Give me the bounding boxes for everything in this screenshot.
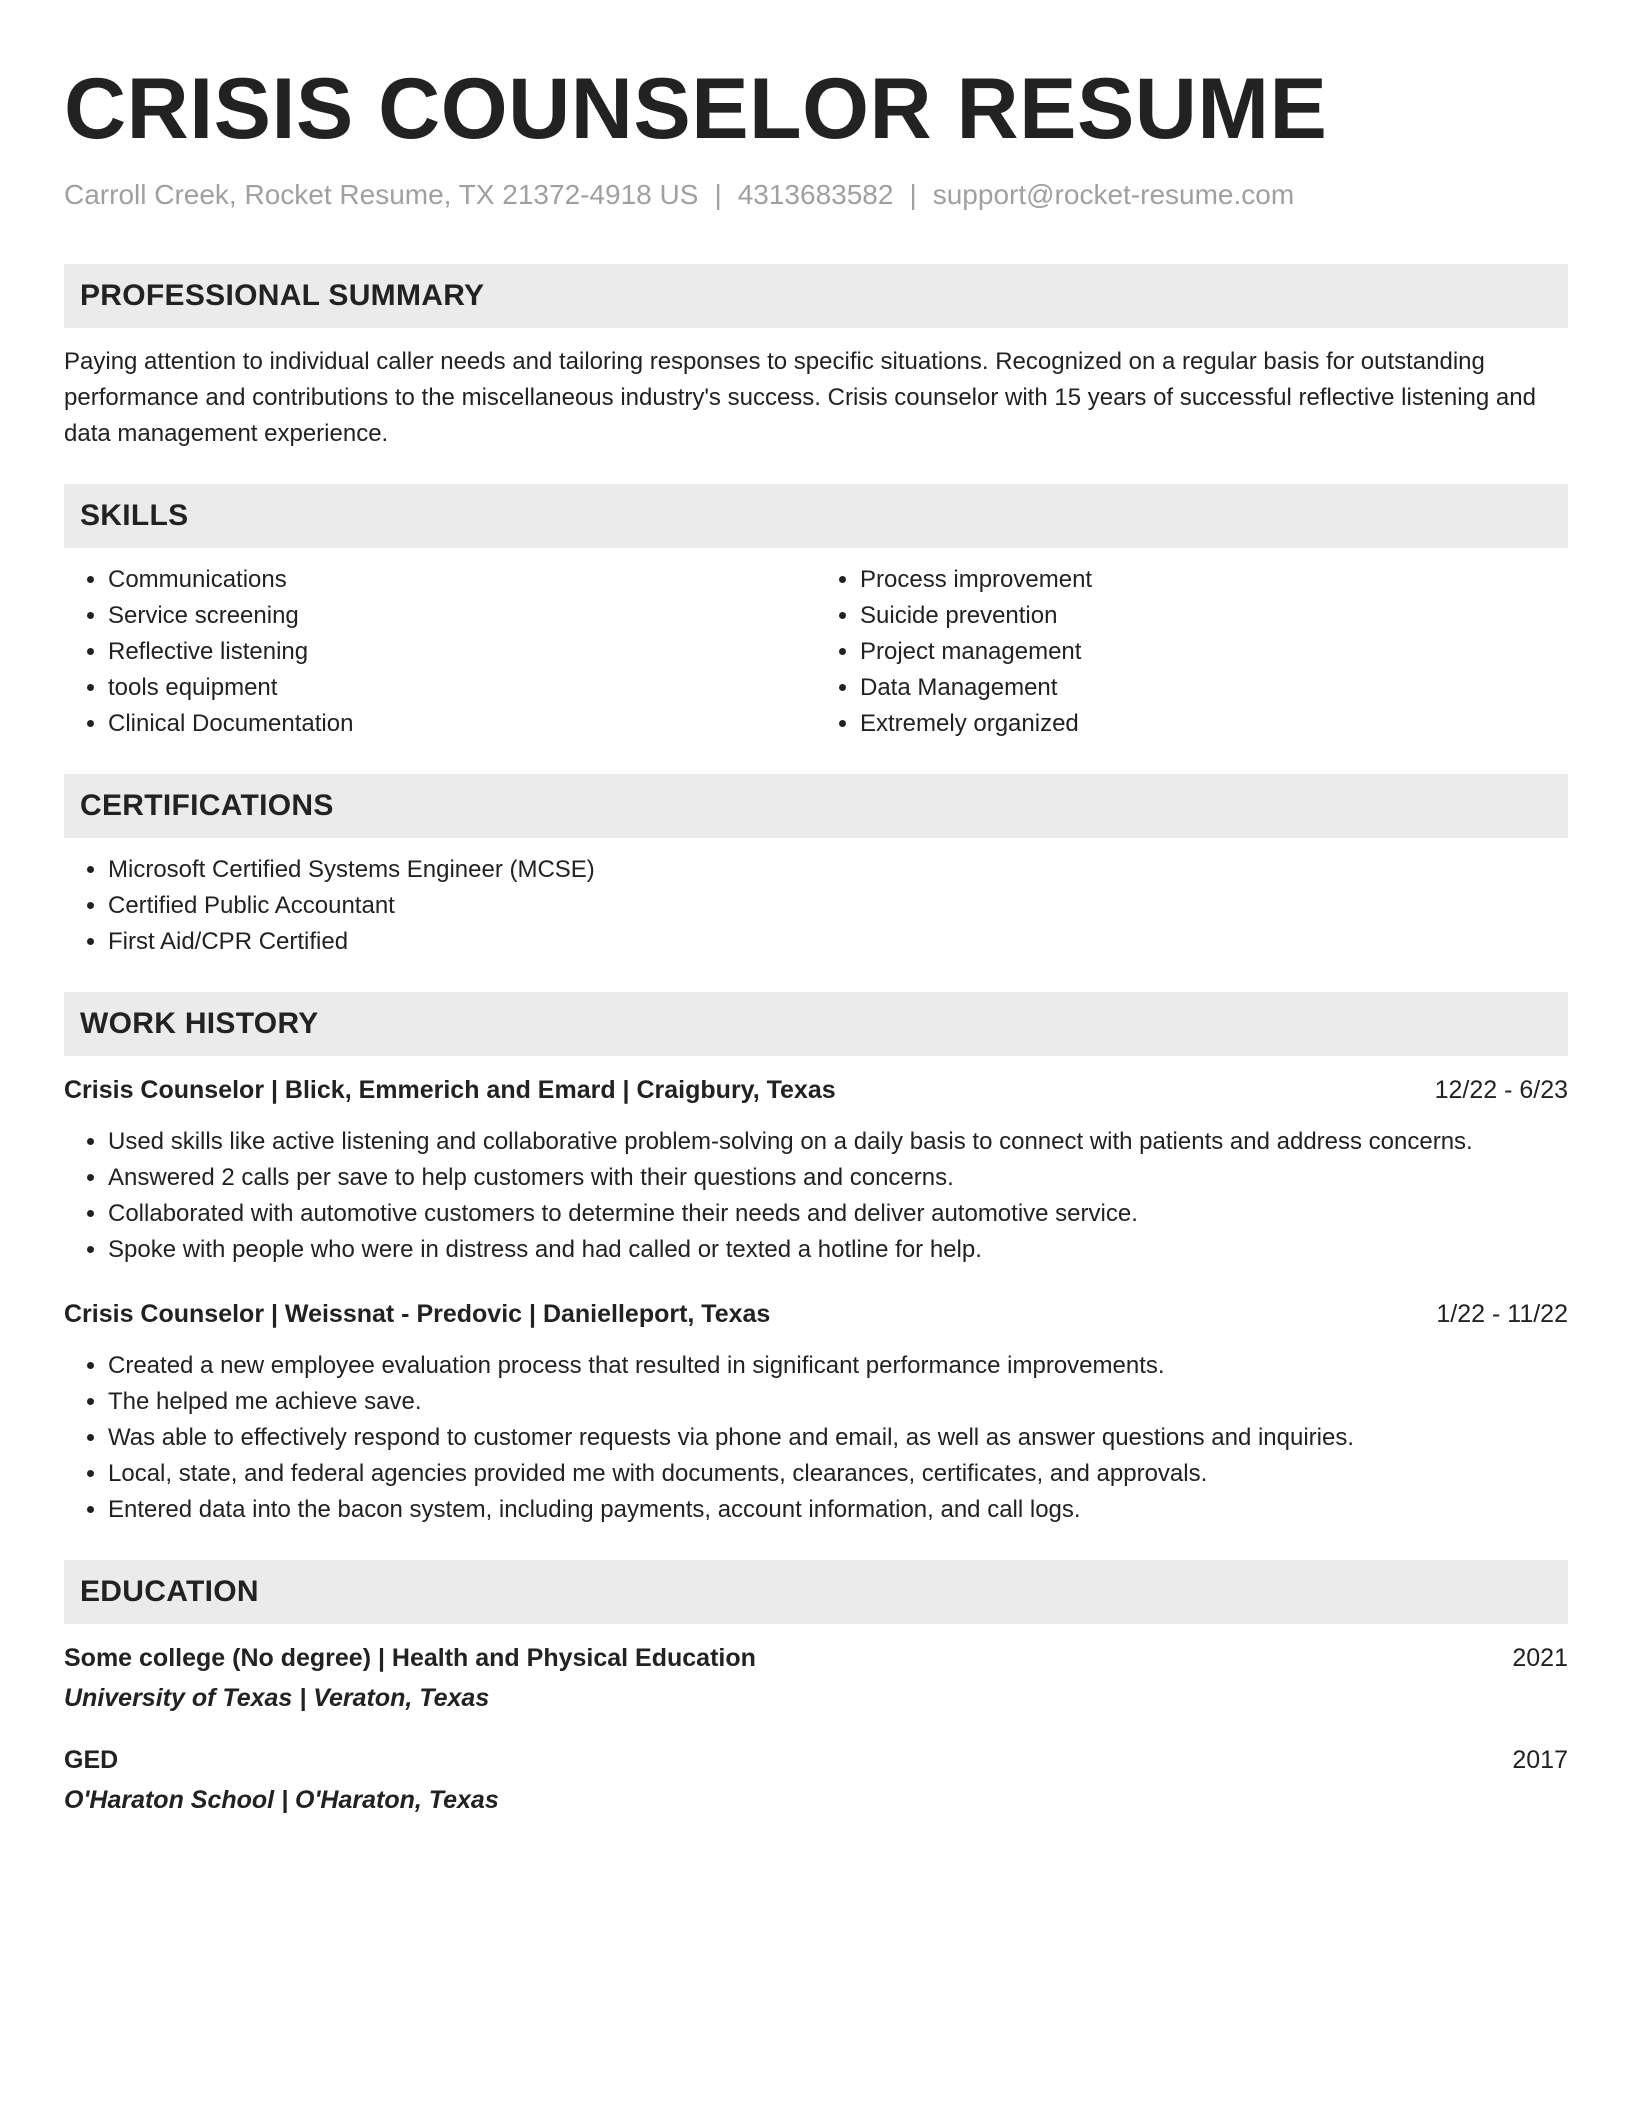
education-title: EDUCATION bbox=[80, 1574, 259, 1608]
education-section bbox=[64, 1560, 1568, 1818]
list-item: • Service screening bbox=[108, 598, 816, 634]
job-entry bbox=[64, 1296, 1568, 1528]
education-year: 2017 bbox=[1512, 1745, 1568, 1774]
section-header bbox=[64, 992, 1568, 1056]
list-item: • Clinical Documentation bbox=[108, 706, 816, 742]
job-dates: 12/22 - 6/23 bbox=[1434, 1075, 1568, 1104]
list-item: • Data Management bbox=[860, 670, 1568, 706]
education-school: O'Haraton School | O'Haraton, Texas bbox=[64, 1785, 499, 1814]
job-bullets bbox=[64, 1348, 1568, 1528]
list-item: • Local, state, and federal agencies provided me with documents, clearances, certificates, and approvals. bbox=[108, 1456, 1568, 1492]
skills-list-right bbox=[816, 562, 1568, 742]
list-item: • Answered 2 calls per save to help customers with their questions and concerns. bbox=[108, 1160, 1568, 1196]
list-item: • Collaborated with automotive customers to determine their needs and deliver automotive service. bbox=[108, 1196, 1568, 1232]
contact-separator: | bbox=[909, 179, 917, 210]
resume-title: CRISIS COUNSELOR RESUME bbox=[64, 61, 1328, 157]
list-item: • The helped me achieve save. bbox=[108, 1384, 1568, 1420]
work-history-title: WORK HISTORY bbox=[80, 1006, 319, 1040]
list-item: • Microsoft Certified Systems Engineer (MCSE) bbox=[108, 852, 1568, 888]
job-bullets bbox=[64, 1124, 1568, 1268]
job-title: Crisis Counselor | Blick, Emmerich and Emard | Craigbury, Texas bbox=[64, 1075, 836, 1104]
certifications-list bbox=[64, 852, 1568, 960]
education-degree: Some college (No degree) | Health and Physical Education bbox=[64, 1643, 756, 1672]
job-heading-row bbox=[64, 1072, 1568, 1108]
education-school: University of Texas | Veraton, Texas bbox=[64, 1683, 490, 1712]
summary-text: Paying attention to individual caller needs and tailoring responses to specific situations. Recognized on a regular basis for outstanding performance and contributions to the miscellaneous industry's success. Crisis counselor with 15 years of successful reflective listening and data management experience. bbox=[64, 347, 1536, 447]
section-header bbox=[64, 774, 1568, 838]
education-entry bbox=[64, 1640, 1568, 1716]
summary-section bbox=[64, 264, 1568, 452]
list-item: • tools equipment bbox=[108, 670, 816, 706]
section-header bbox=[64, 1560, 1568, 1624]
skills-list-left bbox=[64, 562, 816, 742]
contact-line bbox=[64, 178, 1568, 212]
list-item: • Suicide prevention bbox=[860, 598, 1568, 634]
job-heading-row bbox=[64, 1296, 1568, 1332]
list-item: • Was able to effectively respond to customer requests via phone and email, as well as answer questions and inquiries. bbox=[108, 1420, 1568, 1456]
list-item: • Reflective listening bbox=[108, 634, 816, 670]
list-item: • Spoke with people who were in distress and had called or texted a hotline for help. bbox=[108, 1232, 1568, 1268]
list-item: • Project management bbox=[860, 634, 1568, 670]
skills-grid bbox=[64, 548, 1568, 742]
section-header bbox=[64, 264, 1568, 328]
certifications-title: CERTIFICATIONS bbox=[80, 788, 334, 822]
education-heading-row bbox=[64, 1742, 1568, 1778]
job-title: Crisis Counselor | Weissnat - Predovic | Danielleport, Texas bbox=[64, 1299, 771, 1328]
contact-email: support@rocket-resume.com bbox=[932, 179, 1295, 210]
work-history-section bbox=[64, 992, 1568, 1528]
job-entry bbox=[64, 1072, 1568, 1268]
contact-separator: | bbox=[714, 179, 722, 210]
skills-title: SKILLS bbox=[80, 498, 189, 532]
certifications-section bbox=[64, 774, 1568, 960]
list-item: • Extremely organized bbox=[860, 706, 1568, 742]
list-item: • Used skills like active listening and collaborative problem-solving on a daily basis to connect with patients and address concerns. bbox=[108, 1124, 1568, 1160]
education-degree: GED bbox=[64, 1745, 119, 1774]
education-entry bbox=[64, 1742, 1568, 1818]
contact-phone: 4313683582 bbox=[737, 179, 894, 210]
list-item: • Entered data into the bacon system, including payments, account information, and call logs. bbox=[108, 1492, 1568, 1528]
section-header bbox=[64, 484, 1568, 548]
education-year: 2021 bbox=[1512, 1643, 1568, 1672]
job-dates: 1/22 - 11/22 bbox=[1436, 1299, 1568, 1328]
summary-title: PROFESSIONAL SUMMARY bbox=[80, 278, 485, 312]
skills-section bbox=[64, 484, 1568, 742]
list-item: • Communications bbox=[108, 562, 816, 598]
education-heading-row bbox=[64, 1640, 1568, 1676]
list-item: • Certified Public Accountant bbox=[108, 888, 1568, 924]
list-item: • First Aid/CPR Certified bbox=[108, 924, 1568, 960]
contact-address: Carroll Creek, Rocket Resume, TX 21372-4918 US bbox=[64, 179, 699, 210]
list-item: • Created a new employee evaluation process that resulted in significant performance improvements. bbox=[108, 1348, 1568, 1384]
list-item: • Process improvement bbox=[860, 562, 1568, 598]
